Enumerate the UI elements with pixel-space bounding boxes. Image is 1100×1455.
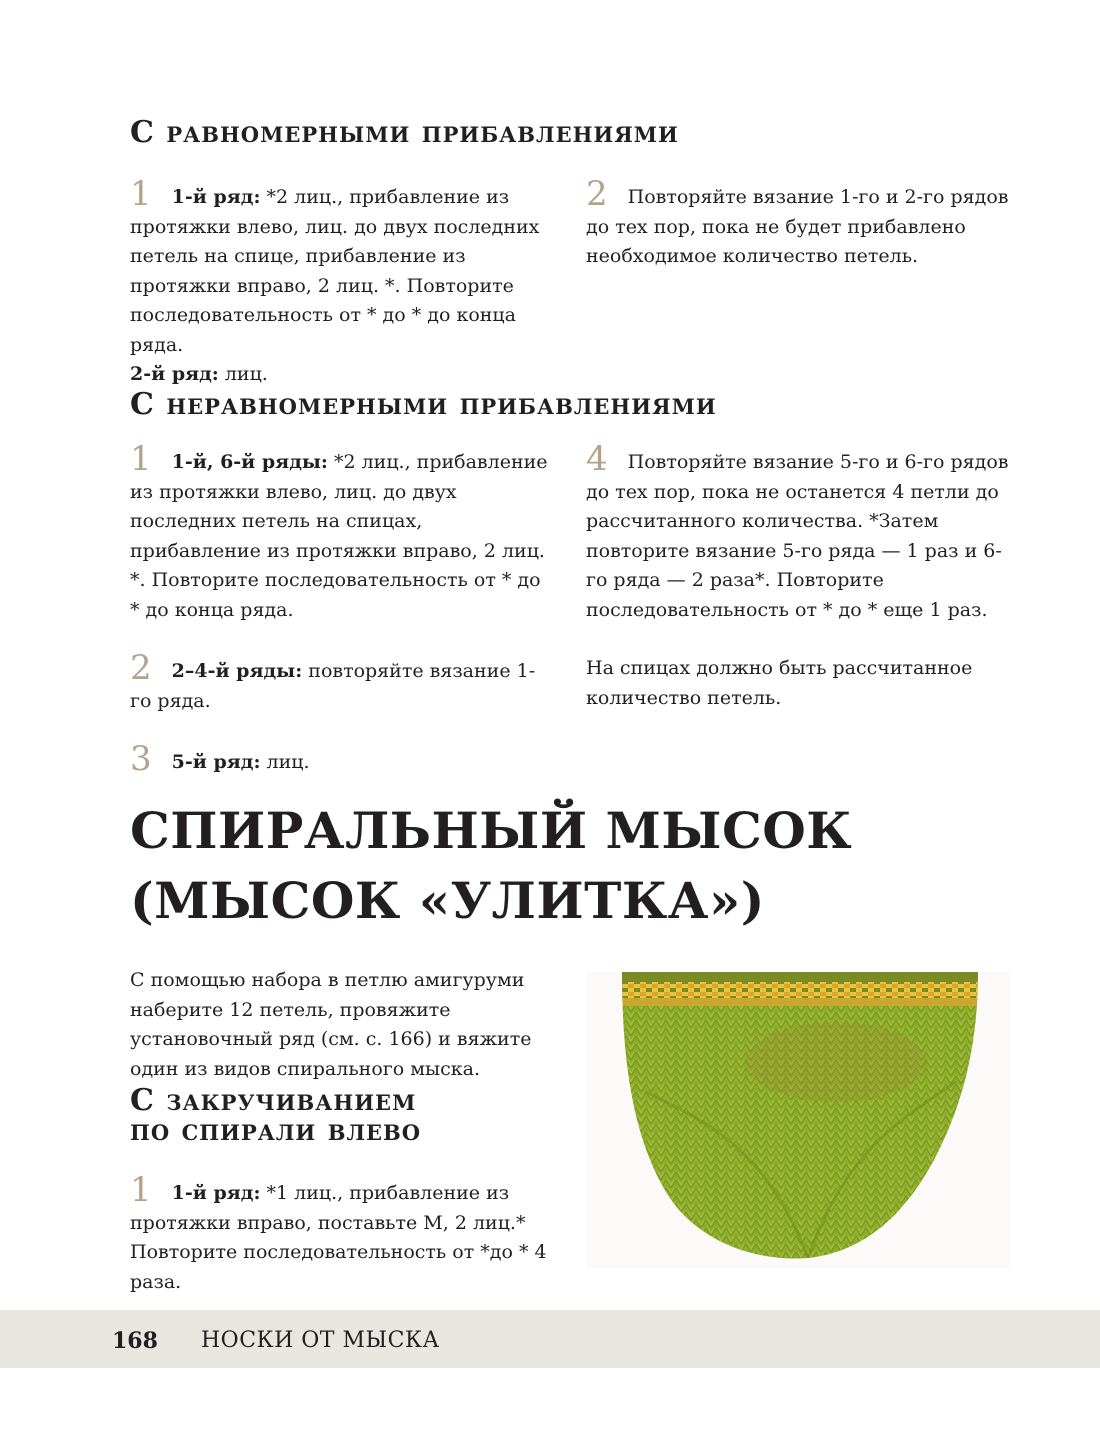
row-label: 5-й ряд: xyxy=(171,751,261,773)
sock-toe-illustration xyxy=(586,972,1010,1268)
left-spiral-steps xyxy=(130,1170,550,1297)
step-number: 3 xyxy=(130,739,152,779)
step-text: *2 лиц., прибавление из протяжки влево, лиц. до двух последних петель на спице, прибавление из протяжки вправо, 2 лиц. *. Повторите последовательность от * до * до конца ряда. xyxy=(130,186,540,356)
step-4 xyxy=(586,439,1010,625)
left-column-uneven xyxy=(130,439,550,779)
row-text: лиц. xyxy=(218,363,268,385)
step-2 xyxy=(130,648,550,716)
footer-band xyxy=(0,1310,1100,1368)
step-text: *2 лиц., прибавление из протяжки влево, лиц. до двух последних петель на спицах, прибавление из протяжки вправо, 2 лиц. *. Повторите последовательность от * до * до конца ряда. xyxy=(130,451,548,621)
right-column-uneven xyxy=(586,439,1010,713)
intro-paragraph xyxy=(130,966,560,1084)
page-title xyxy=(130,796,852,936)
section-heading-uneven-increases: С неравномерными прибавлениями xyxy=(130,387,717,422)
step-number: 1 xyxy=(130,1170,152,1210)
running-footer-title: НОСКИ ОТ МЫСКА xyxy=(201,1328,440,1353)
heading-line-2: по спирали влево xyxy=(130,1113,422,1148)
page-number: 168 xyxy=(112,1328,158,1354)
row-label: 1-й, 6-й ряды: xyxy=(171,451,328,473)
intro-text: С помощью набора в петлю амигуруми наберите 12 петель, провяжите установочный ряд (см. с. 166) и вяжите один из видов спирального мыска. xyxy=(130,969,532,1080)
step-text: *1 лиц., прибавление из протяжки вправо, поставьте М, 2 лиц.* Повторите последовательность от *до * 4 раза. xyxy=(130,1182,547,1293)
title-line-2: (МЫСОК «УЛИТКА») xyxy=(130,871,765,930)
row-label: 2-й ряд: xyxy=(130,363,219,385)
row-label: 1-й ряд: xyxy=(171,186,261,208)
step-2 xyxy=(586,174,1010,272)
step-4-note: На спицах должно быть рассчитанное количество петель. xyxy=(586,657,973,709)
section-heading-even-increases: С равномерными прибавлениями xyxy=(130,115,679,150)
step-number: 1 xyxy=(130,439,152,479)
step-1 xyxy=(130,174,550,360)
step-number: 2 xyxy=(130,648,152,688)
left-column-even xyxy=(130,174,550,390)
sock-toe-photo xyxy=(586,972,1010,1268)
step-1 xyxy=(130,1170,550,1297)
row-label: 1-й ряд: xyxy=(171,1182,261,1204)
step-number: 2 xyxy=(586,174,608,214)
step-number: 4 xyxy=(586,439,608,479)
section-heading-left-spiral xyxy=(130,1083,422,1148)
step-text: Повторяйте вязание 1-го и 2-го рядов до тех пор, пока не будет прибавлено необходимое количество петель. xyxy=(586,186,1009,267)
step-text: повторяйте вязание 1-го ряда. xyxy=(130,660,536,712)
step-text: Повторяйте вязание 5-го и 6-го рядов до тех пор, пока не останется 4 петли до рассчитанного количества. *Затем повторите вязание 5-го ряда — 1 раз и 6-го ряда — 2 раза*. Повторите последовательность от * до * еще 1 раз. xyxy=(586,451,1009,621)
step-1 xyxy=(130,439,550,625)
right-column-even xyxy=(586,174,1010,272)
row-2-line xyxy=(130,360,550,390)
title-line-1: СПИРАЛЬНЫЙ МЫСОК xyxy=(130,801,853,860)
row-label: 2–4-й ряды: xyxy=(171,660,303,682)
step-3 xyxy=(130,739,550,779)
step-number: 1 xyxy=(130,174,152,214)
heading-line-1: С закручиванием xyxy=(130,1083,417,1118)
step-text: лиц. xyxy=(260,751,310,773)
